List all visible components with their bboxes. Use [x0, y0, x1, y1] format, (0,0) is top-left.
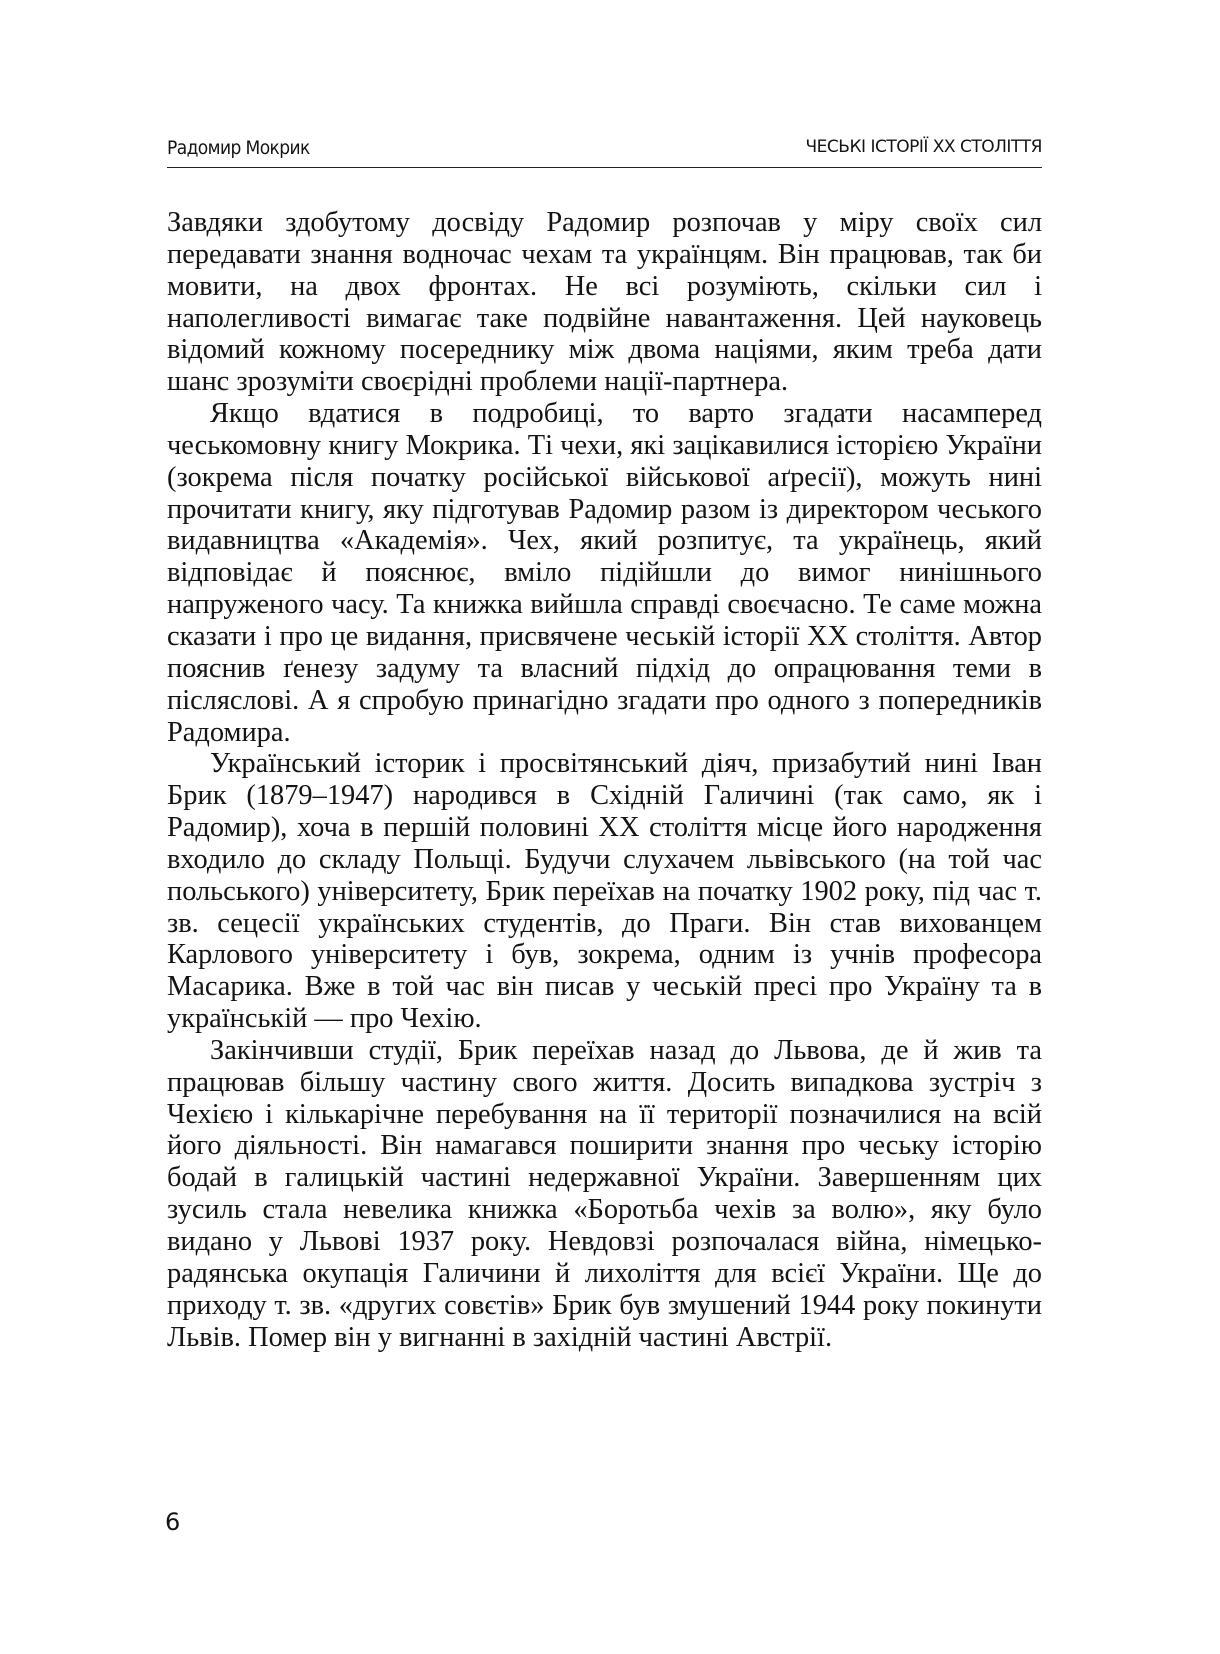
paragraph-4: Закінчивши студії, Брик переїхав назад до Львова, де й жив та працював більшу частину свого життя. Досить випадкова зустріч з Чехією і кількарічне перебування на її території позначилися на всій його діяльності. Він намагався поширити знання про чеську історію бодай в галицькій частині недержавної України. Завершенням цих зусиль стала невелика книжка «Боротьба чехів за волю», яку було видано у Львові 1937 року. Невдовзі розпочалася війна, німецько-радянська окупація Галичини й лихоліття для всієї України. Ще до приходу т. зв. «других совєтів» Брик був змушений 1944 року покинути Львів. Помер він у вигнанні в західній частині Австрії. — [167, 1034, 1042, 1353]
running-head-book-title: ЧЕСЬКІ ІСТОРІЇ ХХ СТОЛІТТЯ — [805, 137, 1042, 157]
paragraph-1: Завдяки здобутому досвіду Радомир розпочав у міру своїх сил передавати знання водночас чехам та українцям. Він працював, так би мовити, на двох фронтах. Не всі розуміють, скільки сил і наполегливості вимагає таке подвійне навантаження. Цей науковець відомий кожному посереднику між двома націями, яким треба дати шанс зрозуміти своєрідні проблеми нації-партнера. — [167, 207, 1042, 398]
running-head — [167, 133, 1042, 168]
page-number: 6 — [165, 1508, 181, 1536]
paragraph-3: Український історик і просвітянський діяч, призабутий нині Іван Брик (1879–1947) народився в Східній Галичині (так само, як і Радомир), хоча в першій половині ХХ століття місце його народження входило до складу Польщі. Будучи слухачем львівського (на той час польського) університету, Брик переїхав на початку 1902 року, під час т. зв. сецесії українських студентів, до Праги. Він став вихованцем Карлового університету і був, зокрема, одним із учнів професора Масарика. Вже в той час він писав у чеській пресі про Україну та в українській — про Чехію. — [167, 748, 1042, 1035]
paragraph-2: Якщо вдатися в подробиці, то варто згадати насамперед чеськомовну книгу Мокрика. Ті чехи, які зацікавилися історією України (зокрема після початку російської військової аґресії), можуть нині прочитати книгу, яку підготував Радомир разом із директором чеського видавництва «Академія». Чех, який розпитує, та українець, який відповідає й пояснює, вміло підійшли до вимог нинішнього напруженого часу. Та книжка вийшла справді своєчасно. Те саме можна сказати і про це видання, присвячене чеській історії ХХ століття. Автор пояснив ґенезу задуму та власний підхід до опрацювання теми в післяслові. А я спробую принагідно згадати про одного з попередників Радомира. — [167, 398, 1042, 748]
running-head-author: Радомир Мокрик — [167, 137, 310, 159]
body-text — [167, 207, 1042, 1353]
